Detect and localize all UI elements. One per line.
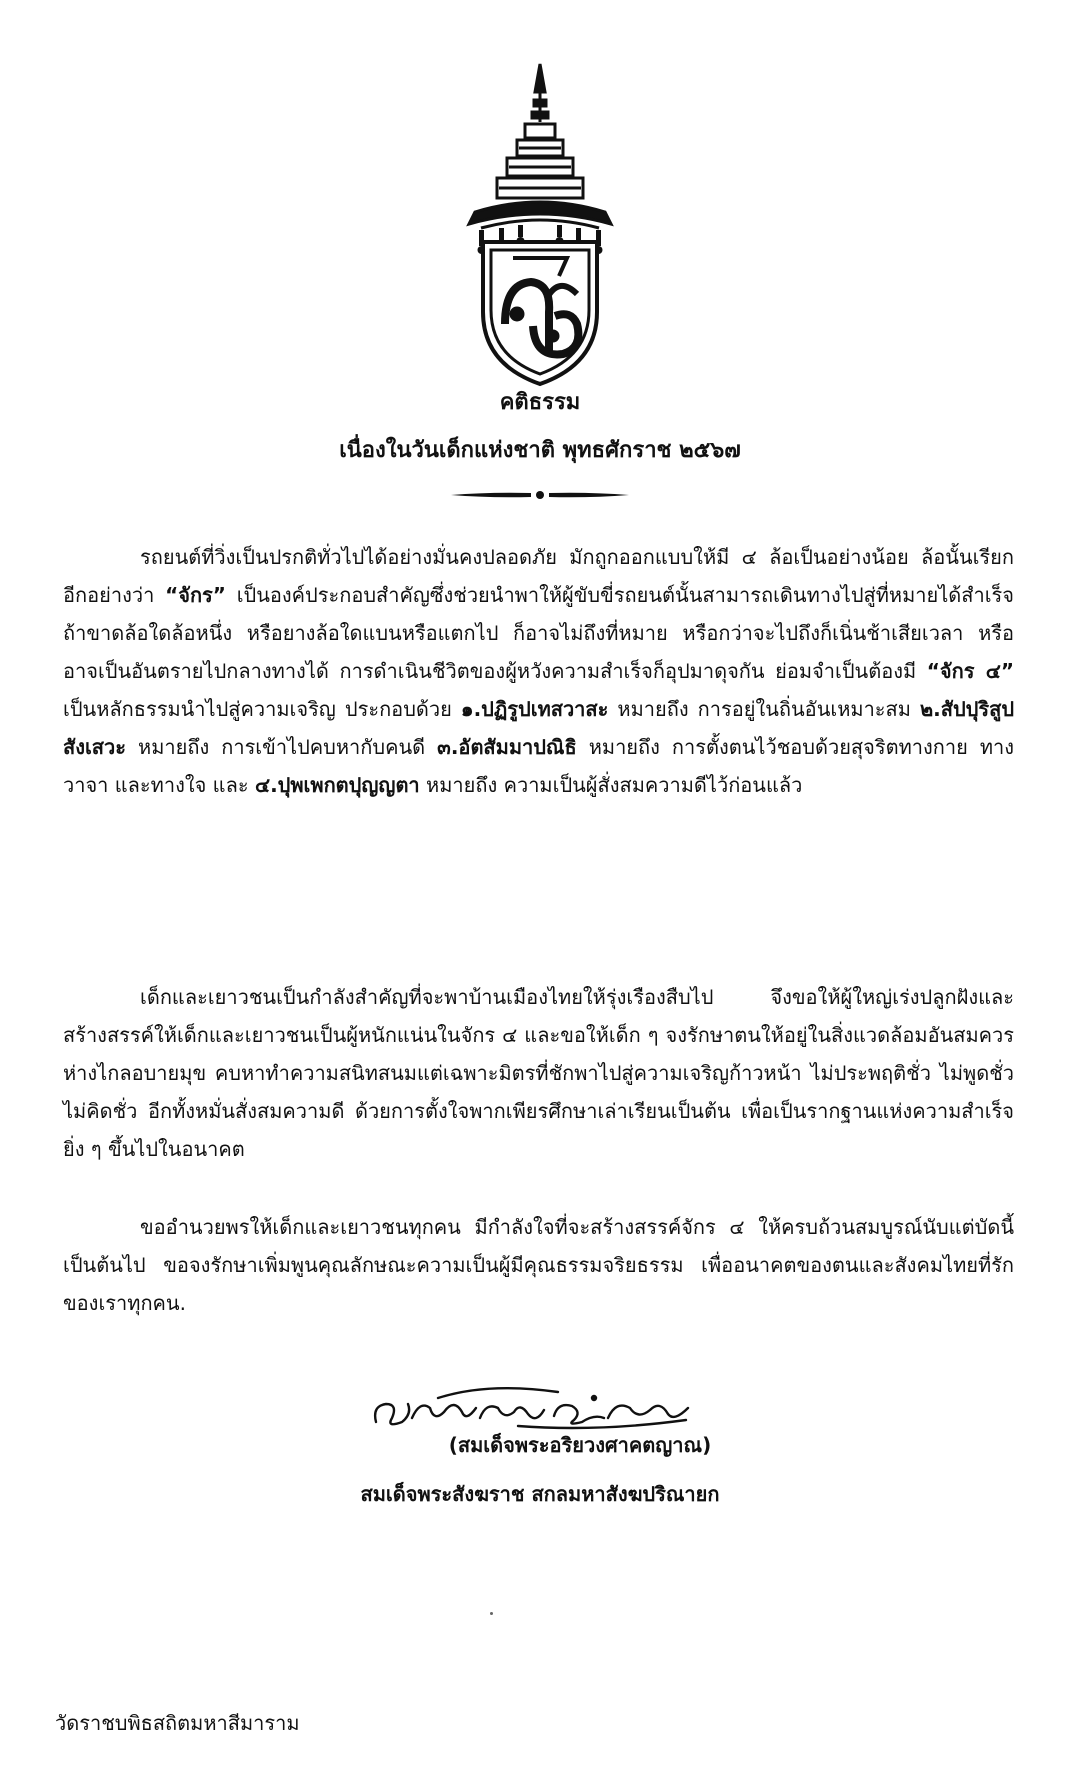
signatory-title: สมเด็จพระสังฆราช สกลมหาสังฆปริณายก — [360, 1482, 720, 1506]
paragraph1-text-1: รถยนต์ที่วิ่งเป็นปรกติทั่วไปได้อย่างมั่นคงปลอดภัย มักถูกออกแบบให้มี ๔ ล้อเป็นอย่างน้อย ล้อนั้นเรียกอีกอย่างว่า — [63, 545, 1014, 607]
paragraph-youth: เด็กและเยาวชนเป็นกำลังสำคัญที่จะพาบ้านเมืองไทยให้รุ่งเรืองสืบไป จึงขอให้ผู้ใหญ่เร่งปลูกฝังและสร้างสรรค์ให้เด็กและเยาวชนเป็นผู้หนักแน่นในจักร ๔ และขอให้เด็ก ๆ จงรักษาตนให้อยู่ในสิ่งแวดล้อมอันสมควร ห่างไกลอบายมุข คบหาทำความสนิทสนมแต่เฉพาะมิตรที่ชักพาไปสู่ความเจริญก้าวหน้า ไม่ประพฤติชั่ว ไม่พูดชั่ว ไม่คิดชั่ว อีกทั้งหมั่นสั่งสมความดี ด้วยการตั้งใจพากเพียรศึกษาเล่าเรียนเป็นต้น เพื่อเป็นรากฐานแห่งความสำเร็จยิ่ง ๆ ขึ้นไปในอนาคต — [63, 985, 1014, 1161]
paragraph1-text-3: เป็นหลักธรรมนำไปสู่ความเจริญ ประกอบด้วย — [63, 697, 461, 721]
document-subtitle: เนื่องในวันเด็กแห่งชาติ พุทธศักราช ๒๕๖๗ — [339, 438, 741, 463]
term-sappurisa: ๒.สัปปุริสูปสังเสวะ — [63, 697, 1015, 759]
speck-mark — [490, 1612, 493, 1615]
term-chakra-four: “จักร ๔” — [926, 659, 1014, 683]
paragraph1-text-6: หมายถึง การตั้งตนไว้ชอบด้วยสุจริตทางกาย ทางวาจา และทางใจ และ — [63, 735, 1015, 797]
handwritten-signature — [368, 1378, 692, 1432]
term-pubbekata: ๔.ปุพเพกตปุญญตา — [254, 773, 420, 797]
paragraph1-text-2: เป็นองค์ประกอบสำคัญซึ่งช่วยนำพาให้ผู้ขับขี่รถยนต์นั้นสามารถเดินทางไปสู่ที่หมายได้สำเร็จ ถ้าขาดล้อใดล้อหนึ่ง หรือยางล้อใดแบนหรือแตกไป ก็อาจไม่ถึงที่หมาย หรือกว่าจะไปถึงก็เนิ่นช้าเสียเวลา หรืออาจเป็นอันตรายไปกลางทางได้ การดำเนินชีวิตของผู้หวังความสำเร็จก็อุปมาดุจกัน ย่อมจำเป็นต้องมี — [63, 583, 1014, 683]
document-title: คติธรรม — [499, 390, 581, 415]
paragraph1-text-4: หมายถึง การอยู่ในถิ่นอันเหมาะสม — [608, 697, 920, 721]
royal-emblem-icon — [455, 62, 625, 402]
temple-name: วัดราชบพิธสถิตมหาสีมาราม — [55, 1711, 300, 1735]
term-chakra: “จักร” — [165, 583, 226, 607]
paragraph-chakra-four — [63, 538, 1014, 804]
ornamental-divider — [449, 488, 631, 502]
term-patirupa: ๑.ปฏิรูปเทสวาสะ — [460, 697, 609, 721]
paragraph1-text-7: หมายถึง ความเป็นผู้สั่งสมความดีไว้ก่อนแล้ว — [419, 773, 803, 797]
paragraph-blessing: ขออำนวยพรให้เด็กและเยาวชนทุกคน มีกำลังใจที่จะสร้างสรรค์จักร ๔ ให้ครบถ้วนสมบูรณ์นับแต่บัดนี้เป็นต้นไป ขอจงรักษาเพิ่มพูนคุณลักษณะความเป็นผู้มีคุณธรรมจริยธรรม เพื่ออนาคตของตนและสังคมไทยที่รักของเราทุกคน. — [63, 1215, 1014, 1315]
signatory-name: (สมเด็จพระอริยวงศาคตญาณ) — [448, 1433, 712, 1457]
term-attasamma: ๓.อัตสัมมาปณิธิ — [437, 735, 577, 759]
paragraph1-text-5: หมายถึง การเข้าไปคบหากับคนดี — [126, 735, 438, 759]
